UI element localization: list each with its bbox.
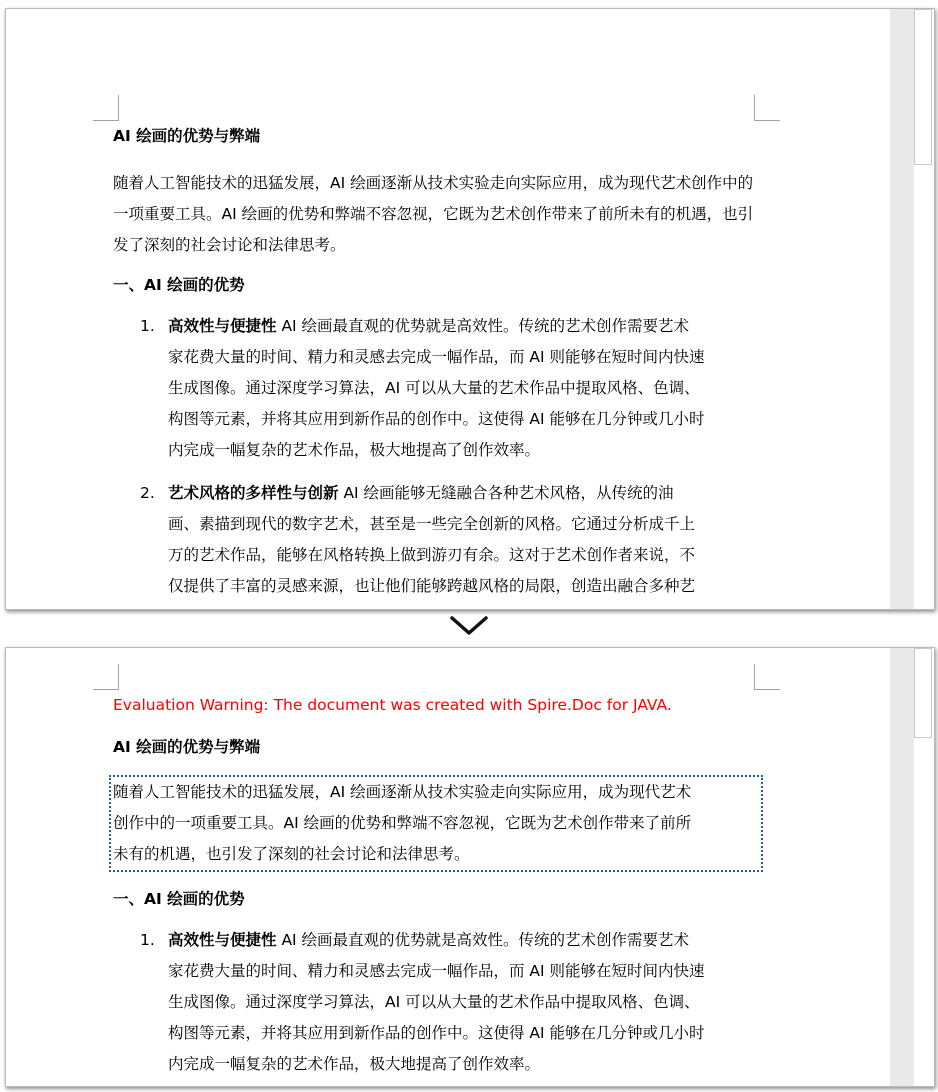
list-item-line: 生成图像。通过深度学习算法，AI 可以从大量的艺术作品中提取风格、色调、 [168,993,700,1011]
scrollbar-track[interactable] [890,9,914,609]
scrollbar-thumb[interactable] [914,648,932,738]
document-window-after[interactable] [5,647,935,1087]
list-item-line: 仅提供了丰富的灵感来源，也让他们能够跨越风格的局限，创造出融合多种艺 [168,577,696,595]
list-item-line: 万的艺术作品，能够在风格转换上做到游刃有余。这对于艺术创作者来说，不 [168,546,696,564]
margin-corner-top-left [93,95,119,121]
margin-corner-top-left [93,664,119,690]
intro-paragraph[interactable]: 随着人工智能技术的迅猛发展，AI 绘画逐渐从技术实验走向实际应用，成为现代艺术创作中的一项重要工具。AI 绘画的优势和弊端不容忽视，它既为艺术创作带来了前所未有的机遇，也引发了深刻的社会讨论和法律思考。 [113,174,754,254]
list-item-line: 生成图像。通过深度学习算法，AI 可以从大量的艺术作品中提取风格、色调、 [168,379,700,397]
chevron-down-icon [448,612,490,640]
list-number: 1. [140,931,155,949]
page-content[interactable] [113,124,763,602]
document-window-before[interactable] [5,8,935,610]
list-item-title: 艺术风格的多样性与创新 [168,484,339,502]
list-item-title: 高效性与便捷性 [168,317,277,335]
list-item-line: 家花费大量的时间、精力和灵感去完成一幅作品，而 AI 则能够在短时间内快速 [168,348,705,366]
list-item-line: 内完成一幅复杂的艺术作品，极大地提高了创作效率。 [168,441,541,459]
scrollbar-thumb[interactable] [914,9,932,165]
list-item-title: 高效性与便捷性 [168,931,277,949]
list-item-line: AI 绘画最直观的优势就是高效性。传统的艺术创作需要艺术 [276,931,690,949]
paragraph-line: 随着人工智能技术的迅猛发展，AI 绘画逐渐从技术实验走向实际应用，成为现代艺术 [113,783,692,801]
vertical-scrollbar[interactable] [890,9,934,609]
margin-corner-top-right [754,95,780,121]
list-item-line: 画、素描到现代的数字艺术，甚至是一些完全创新的风格。它通过分析成千上 [168,515,696,533]
list-item-line: AI 绘画最直观的优势就是高效性。传统的艺术创作需要艺术 [276,317,690,335]
list-item[interactable] [113,311,763,466]
list-item[interactable] [113,925,763,1080]
list-number: 2. [140,484,155,502]
paragraph-line: 创作中的一项重要工具。AI 绘画的优势和弊端不容忽视，它既为艺术创作带来了前所 [113,814,692,832]
page-content[interactable] [113,693,763,1080]
list-item[interactable] [113,478,763,602]
selected-paragraph[interactable] [109,775,763,872]
list-number: 1. [140,317,155,335]
margin-corner-top-right [754,664,780,690]
list-item-line: 构图等元素，并将其应用到新作品的创作中。这使得 AI 能够在几分钟或几小时 [168,410,705,428]
section-heading: 一、AI 绘画的优势 [113,890,245,908]
numbered-list [113,311,763,602]
list-item-line: 内完成一幅复杂的艺术作品，极大地提高了创作效率。 [168,1055,541,1073]
list-item-line: 家花费大量的时间、精力和灵感去完成一幅作品，而 AI 则能够在短时间内快速 [168,962,705,980]
list-item-line: 构图等元素，并将其应用到新作品的创作中。这使得 AI 能够在几分钟或几小时 [168,1024,705,1042]
section-heading: 一、AI 绘画的优势 [113,276,245,294]
vertical-scrollbar[interactable] [890,648,934,1086]
evaluation-warning: Evaluation Warning: The document was created with Spire.Doc for JAVA. [113,696,672,714]
numbered-list [113,925,763,1080]
doc-title: AI 绘画的优势与弊端 [113,738,261,756]
list-item-line: AI 绘画能够无缝融合各种艺术风格，从传统的油 [338,484,674,502]
scrollbar-track[interactable] [890,648,914,1086]
paragraph-line: 未有的机遇，也引发了深刻的社会讨论和法律思考。 [113,845,470,863]
doc-title: AI 绘画的优势与弊端 [113,127,261,145]
